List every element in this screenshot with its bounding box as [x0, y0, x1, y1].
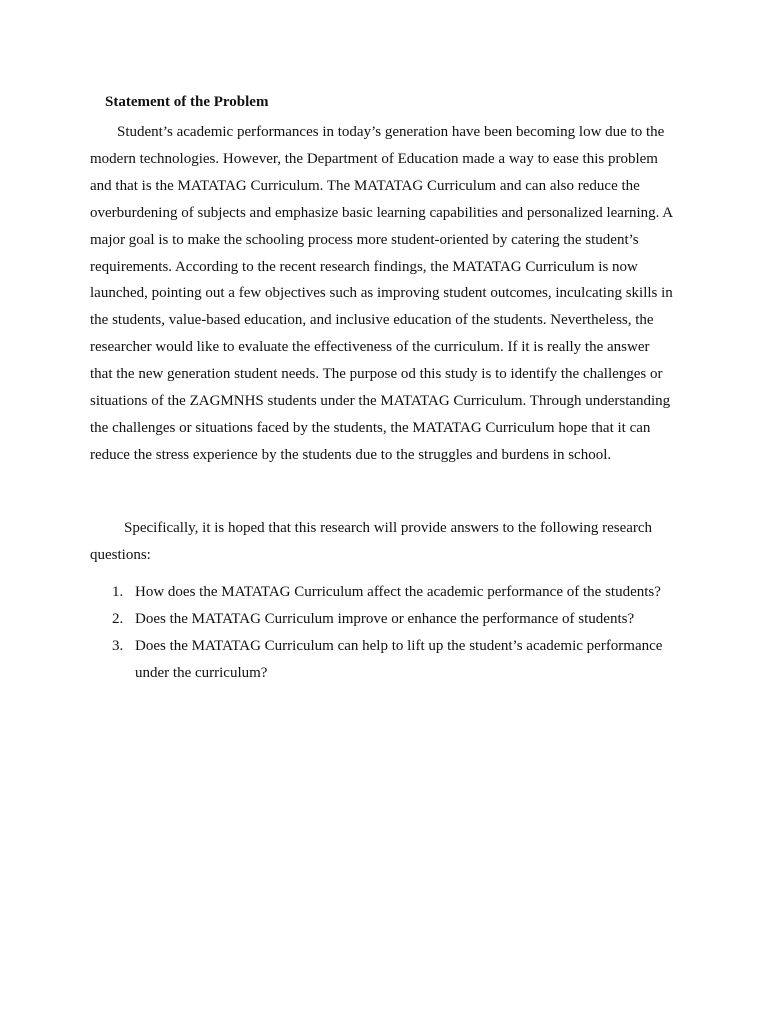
list-number: 2.: [112, 610, 124, 627]
problem-paragraph: [90, 119, 690, 469]
list-item: [90, 633, 710, 687]
question-text: How does the MATATAG Curriculum affect the academic performance of the students?: [135, 584, 661, 600]
paragraph-line: researcher would like to evaluate the effectiveness of the curriculum. If it is really the answer: [90, 339, 650, 356]
list-number: 1.: [112, 584, 124, 600]
paragraph-line: the challenges or situations faced by the students, the MATATAG Curriculum hope that it can: [90, 419, 651, 436]
paragraph-line: requirements. According to the recent research findings, the MATATAG Curriculum is now: [90, 258, 638, 275]
paragraph-line: major goal is to make the schooling process more student-oriented by catering the student’s: [90, 231, 639, 248]
research-questions-intro: [90, 515, 690, 569]
question-text: under the curriculum?: [135, 664, 268, 681]
question-text: Does the MATATAG Curriculum can help to lift up the student’s academic performance: [135, 637, 663, 654]
list-number: 3.: [112, 637, 124, 654]
paragraph-line: reduce the stress experience by the students due to the struggles and burdens in school.: [90, 446, 612, 463]
list-item: [90, 579, 710, 606]
paragraph-line: that the new generation student needs. The purpose od this study is to identify the challenges or: [90, 366, 663, 383]
paragraph-line: and that is the MATATAG Curriculum. The MATATAG Curriculum and can also reduce the: [90, 177, 640, 194]
paragraph-line: Student’s academic performances in today’s generation have been becoming low due to the: [117, 124, 665, 140]
paragraph-line: questions:: [90, 546, 151, 563]
list-item: [90, 606, 710, 633]
paragraph-line: modern technologies. However, the Department of Education made a way to ease this problem: [90, 150, 658, 167]
paragraph-line: overburdening of subjects and emphasize basic learning capabilities and personalized learning. A: [90, 204, 674, 221]
question-text: Does the MATATAG Curriculum improve or enhance the performance of students?: [135, 610, 635, 627]
paragraph-line: the students, value-based education, and inclusive education of the students. Nevertheless, the: [90, 312, 654, 329]
research-questions-list: [90, 579, 710, 687]
section-heading: Statement of the Problem: [105, 94, 269, 110]
paragraph-line: launched, pointing out a few objectives such as improving student outcomes, inculcating skills in: [90, 285, 673, 302]
paragraph-line: Specifically, it is hoped that this research will provide answers to the following research: [124, 520, 653, 536]
paragraph-line: situations of the ZAGMNHS students under the MATATAG Curriculum. Through understanding: [90, 393, 671, 410]
